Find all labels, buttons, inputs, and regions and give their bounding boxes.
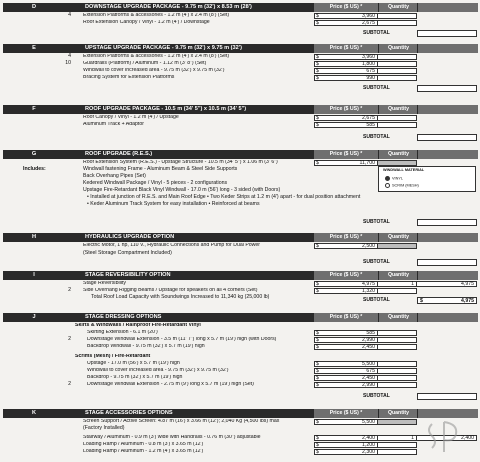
price-column-header: Price ($ US) * xyxy=(314,271,378,280)
price-cell: $ 4,975 xyxy=(314,281,378,287)
quantity-column-header: Quantity xyxy=(378,271,418,280)
line-item xyxy=(3,20,477,26)
quantity-field[interactable] xyxy=(378,61,417,67)
note-text: • Keder Aluminum Track System for easy installation • Reinforced at beams xyxy=(87,201,260,207)
line-item xyxy=(3,115,477,121)
subheading-text: Skirts & Windwalls / Rainproof Fire-Retardant Vinyl xyxy=(75,323,201,328)
subtotal-row xyxy=(3,294,477,304)
price-cell: $ 990 xyxy=(314,75,378,81)
subtotal-label: SUBTOTAL xyxy=(363,297,390,303)
section-title: STAGE DRESSING OPTIONS xyxy=(85,314,162,320)
section-title: DOWNSTAGE UPGRADE PACKAGE - 9.75 m (32') x 8.53 m (28') xyxy=(85,4,252,10)
item-note xyxy=(3,251,477,257)
note-text: Upstage Fire-Retardant Black Vinyl Windwall - 17.0 m (56') long - 3 sided (with Doors) xyxy=(83,187,281,193)
section-header-j xyxy=(3,313,477,322)
line-item xyxy=(3,337,477,343)
includes-note xyxy=(3,202,477,208)
line-item xyxy=(3,442,477,448)
material-option-scrim[interactable]: SCRIM (MESH) xyxy=(385,183,419,188)
line-item xyxy=(3,382,477,388)
item-description: Loading Ramp / Aluminum - 1.2 m (4') x 3.65 m (12') xyxy=(83,449,204,454)
note-text: Back Overhang Pipes (Set) xyxy=(83,173,146,179)
section-letter: F xyxy=(32,106,36,112)
subtotal-row xyxy=(3,85,477,92)
item-count: 4 xyxy=(68,12,71,18)
line-item xyxy=(3,435,477,441)
extended-column-header xyxy=(417,44,478,53)
price-cell: $ 675 xyxy=(314,368,378,374)
subtotal-label: SUBTOTAL xyxy=(363,85,390,91)
item-description: Bracing System for Extension Platforms xyxy=(83,75,175,80)
price-cell: $ 2,450 xyxy=(314,344,378,350)
quantity-field[interactable] xyxy=(378,449,417,455)
section-title: ROOF UPGRADE PACKAGE - 10.5 m (34' 5") x 10.5 m (34' 5") xyxy=(85,106,247,112)
quantity-field[interactable] xyxy=(378,54,417,60)
section-letter: J xyxy=(32,314,36,320)
note-text: Windwall fastening Frame - Aluminum Beam & Steel Side Supports xyxy=(83,166,238,172)
price-cell: $ 3,960 xyxy=(314,13,378,19)
line-item xyxy=(3,54,477,60)
quantity-field[interactable] xyxy=(378,115,417,121)
subtotal-field[interactable] xyxy=(417,219,477,226)
extended-price: 2,400 xyxy=(417,435,477,441)
radio-unselected-icon xyxy=(385,183,390,188)
item-description: Extension Platforms & accessories - 1.2 m (4') x 2.4 m (8') (Set) xyxy=(83,54,230,59)
extended-column-header xyxy=(417,105,478,114)
price-column-header: Price ($ US) * xyxy=(314,105,378,114)
quantity-column-header: Quantity xyxy=(378,313,418,322)
line-item xyxy=(3,61,477,67)
section-title: STAGE ACCESSORIES OPTIONS xyxy=(85,410,173,416)
quantity-field[interactable]: 1 xyxy=(378,281,417,287)
note-text: (Factory Installed) xyxy=(83,425,125,431)
subtotal-row xyxy=(3,134,477,141)
item-description: Windwall to cover increased area - 9.75 m (32') x 9.75 m (32') xyxy=(87,368,229,373)
price-cell: $ 2,400 xyxy=(314,435,378,441)
subtotal-label: SUBTOTAL xyxy=(363,393,390,399)
watermark-logo-icon xyxy=(424,418,468,458)
section-header-h xyxy=(3,233,477,242)
section-title: ROOF UPGRADE (R.E.S.) xyxy=(85,151,153,157)
quantity-field[interactable] xyxy=(378,330,417,336)
line-item xyxy=(3,13,477,19)
quantity-field[interactable] xyxy=(378,75,417,81)
price-cell: $ 11,700 xyxy=(314,160,378,166)
section-header-e xyxy=(3,44,477,53)
price-column-header: Price ($ US) * xyxy=(314,313,378,322)
price-cell: $ 2,675 xyxy=(314,20,378,26)
item-description: Downstage Windwall Extension - 3.5 m (11' 7") long x 5.7 m (19') high (with Doors) xyxy=(87,337,277,342)
price-cell: $ 5,500 xyxy=(314,361,378,367)
subheading xyxy=(3,354,477,360)
section-title: STAGE REVERSIBILITY OPTION xyxy=(85,272,171,278)
item-description: Roof Extension System (R.E.S.) - Upstage Structure - 10.5 m (34' 5") x 1.06 m (3' 6") xyxy=(83,160,278,165)
line-item xyxy=(3,344,477,350)
price-cell: $ 2,675 xyxy=(314,115,378,121)
quantity-field[interactable] xyxy=(378,361,417,367)
subtotal-row xyxy=(3,259,477,266)
item-description: Roof Extension Canopy / Vinyl - 1.2 m (4') / Downstage xyxy=(83,20,210,25)
subtotal-row xyxy=(3,393,477,400)
section-letter: H xyxy=(31,234,37,240)
subtotal-row xyxy=(3,30,477,37)
item-description: Extension Platforms & accessories - 1.2 m (4') x 2.4 m (8') (Set) xyxy=(83,13,230,18)
item-description: Windwall to cover increased area - 9.75 m (32') x 9.75 m (32') xyxy=(83,68,225,73)
windwall-material-title: WINDWALL MATERIAL xyxy=(383,168,425,172)
quantity-field[interactable] xyxy=(378,419,417,425)
subheading-text: Scrims (Mesh) / Fire-Retardant xyxy=(75,354,151,359)
section-letter: E xyxy=(32,45,36,51)
price-cell: $ 675 xyxy=(314,68,378,74)
quantity-field[interactable] xyxy=(378,68,417,74)
subtotal-label: SUBTOTAL xyxy=(363,134,390,140)
section-letter: G xyxy=(31,151,37,157)
quantity-field[interactable] xyxy=(378,382,417,388)
note-text: Kedered Windwall Package / Vinyl - 5 pieces - 2 configurations xyxy=(83,180,228,186)
item-description: Roof Canopy / Vinyl - 1.2 m (4') / Upstage xyxy=(83,115,179,120)
item-description: Loading Ramp / Aluminum - 0.8 m (3') x 3.65 m (12') xyxy=(83,442,204,447)
line-item xyxy=(3,243,477,249)
quantity-field[interactable] xyxy=(378,13,417,19)
quantity-field[interactable] xyxy=(378,288,417,294)
price-cell: $ 2,990 xyxy=(314,382,378,388)
price-cell: $ 5,500 xyxy=(314,419,378,425)
price-cell: $ 585 xyxy=(314,330,378,336)
windwall-material-box xyxy=(378,166,476,192)
item-description: Screen Support / Active Screen: 4.87 m (16') x 3.66 m (12'); 2,040 Kg (4,500 lbs) max xyxy=(83,419,280,424)
item-description: Side Overhang Rigging Beams / Upstage for speakers on all 4 corners (Set) xyxy=(83,288,258,293)
includes-label: Includes: xyxy=(23,166,46,172)
item-count: 2 xyxy=(68,381,71,387)
extended-price: 4,975 xyxy=(417,281,477,287)
section-header-i xyxy=(3,271,477,280)
section-letter: K xyxy=(31,410,37,416)
section-letter: I xyxy=(33,272,35,278)
line-item xyxy=(3,375,477,381)
price-column-header: Price ($ US) * xyxy=(314,233,378,242)
quantity-column-header: Quantity xyxy=(378,150,418,159)
item-count: 4 xyxy=(68,53,71,59)
price-cell: $ 2,300 xyxy=(314,449,378,455)
line-item xyxy=(3,368,477,374)
section-header-g xyxy=(3,150,477,159)
quantity-column-header: Quantity xyxy=(378,44,418,53)
price-cell: $ 3,960 xyxy=(314,54,378,60)
price-cell: $ 2,450 xyxy=(314,375,378,381)
item-description: Upstage - 17.0 m (56') x 5.7 m (19') high xyxy=(87,361,180,366)
subtotal-field[interactable] xyxy=(417,134,477,141)
line-item xyxy=(3,419,477,425)
price-column-header: Price ($ US) * xyxy=(314,44,378,53)
price-column-header: Price ($ US) * xyxy=(314,3,378,12)
item-description: Electric Motor, 1 hp, 110 V., Hydraulic Connections and Pump for Dual Power xyxy=(83,243,261,248)
note-text: (Steel Storage Compartment Included) xyxy=(83,250,172,256)
extended-column-header xyxy=(417,150,478,159)
extended-column-header xyxy=(417,313,478,322)
line-item xyxy=(3,449,477,455)
item-count: 10 xyxy=(65,60,71,66)
quantity-field[interactable] xyxy=(378,243,417,249)
item-description: Stairway / Aluminum - 0.9 m (3') wide with Handrails - 0.76 m (30") adjustable xyxy=(83,435,261,440)
subtotal-row xyxy=(3,219,477,226)
item-description: Backdrop - 9.75 m (32') x 5.7 m (19') high xyxy=(87,375,183,380)
subtotal-field[interactable] xyxy=(417,30,477,37)
price-cell: $ 585 xyxy=(314,122,378,128)
note-text: • Installed at junction of R.E.S. and Main Roof Edge • Two Keder Strips at 1.2 m (4') apart - for dual position attachment xyxy=(87,194,361,200)
item-description: Aluminum Track + Adaptor xyxy=(83,122,144,127)
section-title: UPSTAGE UPGRADE PACKAGE - 9.75 m (32') x 9.75 m (32') xyxy=(85,45,242,51)
item-count: 2 xyxy=(68,336,71,342)
section-letter: D xyxy=(31,4,37,10)
price-column-header: Price ($ US) * xyxy=(314,409,378,418)
quantity-field[interactable] xyxy=(378,122,417,128)
line-item xyxy=(3,122,477,128)
item-description: Guardrails (Platform) / Aluminum - 1.12 m (3' 8") (Set) xyxy=(83,61,207,66)
extended-column-header xyxy=(417,271,478,280)
quantity-field[interactable] xyxy=(378,337,417,343)
price-cell: $ 1,200 xyxy=(314,442,378,448)
item-count: 2 xyxy=(68,287,71,293)
price-cell: $ 1,800 xyxy=(314,61,378,67)
subheading xyxy=(3,323,477,329)
radio-selected-icon xyxy=(385,176,390,181)
line-item xyxy=(3,361,477,367)
quantity-field[interactable] xyxy=(378,344,417,350)
line-item xyxy=(3,281,477,287)
line-item xyxy=(3,75,477,81)
section-title: HYDRAULICS UPGRADE OPTION xyxy=(85,234,175,240)
quantity-field[interactable] xyxy=(378,375,417,381)
quantity-field[interactable]: 1 xyxy=(378,435,417,441)
price-cell: $ 2,990 xyxy=(314,337,378,343)
price-cell: $ 1,320 xyxy=(314,288,378,294)
section-header-f xyxy=(3,105,477,114)
subtotal-field[interactable]: $ 4,975 xyxy=(417,297,477,304)
quantity-field[interactable] xyxy=(378,442,417,448)
extended-column-header xyxy=(417,409,478,418)
line-item xyxy=(3,68,477,74)
quantity-column-header: Quantity xyxy=(378,105,418,114)
section-header-k xyxy=(3,409,477,418)
item-description: Stage Reversibility xyxy=(83,281,126,286)
subtotal-field[interactable] xyxy=(417,85,477,92)
extended-column-header xyxy=(417,233,478,242)
material-option-vinyl[interactable]: VINYL xyxy=(385,176,403,181)
quantity-field[interactable] xyxy=(378,20,417,26)
section-header-d xyxy=(3,3,477,12)
subtotal-field[interactable] xyxy=(417,393,477,400)
note-text: Total Roof Load Capacity with Soundwings Increased to 11,340 kg (25,000 lb) xyxy=(91,294,270,300)
item-note xyxy=(3,426,477,432)
subtotal-label: SUBTOTAL xyxy=(363,219,390,225)
price-cell: $ 2,500 xyxy=(314,243,378,249)
item-description: Downstage Windwall Extension - 2.75 m (9') long x 5.7 m (19') high (Set) xyxy=(87,382,254,387)
subtotal-field[interactable] xyxy=(417,259,477,266)
quantity-field[interactable] xyxy=(378,368,417,374)
subtotal-label: SUBTOTAL xyxy=(363,30,390,36)
price-column-header: Price ($ US) * xyxy=(314,150,378,159)
quantity-column-header: Quantity xyxy=(378,233,418,242)
line-item xyxy=(3,330,477,336)
item-description: Backdrop Windwall - 9.75 m (32') x 5.7 m (19') high xyxy=(87,344,205,349)
item-description: Skirting Extension - 6.1 m (20') xyxy=(87,330,158,335)
extended-column-header xyxy=(417,3,478,12)
quantity-column-header: Quantity xyxy=(378,3,418,12)
quantity-column-header: Quantity xyxy=(378,409,418,418)
subtotal-label: SUBTOTAL xyxy=(363,259,390,265)
